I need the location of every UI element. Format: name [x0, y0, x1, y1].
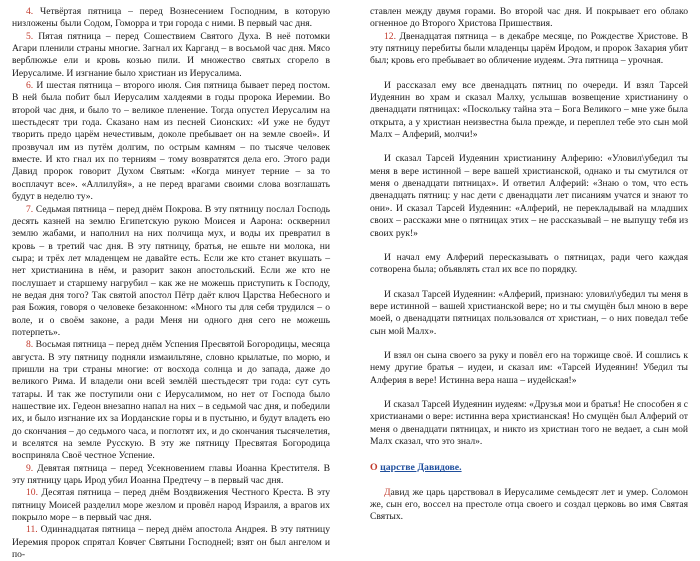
- paragraph-number: 7.: [26, 203, 34, 215]
- paragraph-gap: [370, 68, 688, 80]
- paragraph-text: И шестая пятница – второго июля. Сия пятница бывает перед постом. В ней была побит был Иерусалим халдеями в годы пророка Иеремии. Во второй час дня, и было то – великое пленение. Тогда опустел Иерусалим на шестьдесят три года. Сказано нам из песней Сионских: «И уже не будут творить предо царём нечестивым, доколе пребывает он на земле своей». И прозвучал им из путём долгим, по острым камням – по тысяче человек вместе. И кто гнал их по терниям – тому возвратятся дела его. Этого ради Давид пророк говорит Духом Святым: «Когда минует терние – за то восплачут все». «Аллилуйя», а не перед врагами своими слова возглашать будут в неделю ту».: [12, 80, 330, 203]
- paragraph-text: Двенадцатая пятница – в декабре месяце, по Рождестве Христове. В эту пятницу перебиты были младенцы царём Иродом, и пророк Захария убит был; кровь его пребывает во обличение иудеям. Эта пятница – урочная.: [370, 30, 688, 67]
- section-heading: [370, 462, 688, 474]
- paragraph-friday-12: [370, 31, 688, 68]
- left-page-column: [12, 6, 330, 561]
- paragraph-number: 4.: [26, 6, 34, 17]
- paragraph-friday-5: [12, 31, 330, 80]
- paragraph-gap: [370, 141, 688, 153]
- paragraph-story-6: И сказал Тарсей Иудеянин иудеям: «Друзья мои и братья! Не способен я с христианами о вере: истинна вера христианская! Но смущён был Алферий от меня о двенадцати пятницах, и никто из христиан того не ведает, а сын мой Малх сказал, что это знал».: [370, 398, 688, 447]
- paragraph-gap: [370, 338, 688, 350]
- paragraph-friday-11: [12, 524, 330, 561]
- paragraph-number: 12.: [384, 30, 396, 42]
- paragraph-text: Девятая пятница – перед Усекновением главы Иоанна Крестителя. В эту пятницу царь Ирод убил Иоанна Предтечу – в первый час дня.: [12, 462, 330, 487]
- paragraph-friday-4: [12, 6, 330, 31]
- paragraph-friday-10: [12, 487, 330, 524]
- paragraph-story-4: И сказал Тарсей Иудеянин: «Алферий, признаю: уловил\убедил ты меня в вере истинной – вашей христианской вере; но и ты смущён был мною в вере моей, о двенадцати пятницах пользовался от христиан, – о них поведал тебе сын мой Малх».: [370, 288, 688, 337]
- paragraph-friday-6: [12, 80, 330, 203]
- paragraph-number: 6.: [26, 80, 34, 92]
- paragraph-story-2: И сказал Тарсей Иудеянин христианину Алферию: «Уловил\убедил ты меня в вере истинной – вере вашей христианской, однако и ты смутился от меня о двенадцати пятницах». И ответил Алферий: «Знаю о том, что есть двенадцать пятниц: у нас дети с двенадцати лет писаниям учатся и знают то они». И сказал Тарсей Иудеянин: «Алферий, не перекладывай на младших своих – расскажи мне о пятницах этих – не рассказывай – не выпущу тебя из своих рук!»: [370, 153, 688, 239]
- paragraph-story-3: И начал ему Алферий пересказывать о пятницах, ради чего каждая сотворена была; объявлять стал их все по порядку.: [370, 251, 688, 276]
- paragraph-number: 11.: [26, 524, 38, 536]
- right-page-column: [370, 6, 688, 524]
- paragraph-number: 5.: [26, 30, 34, 42]
- paragraph-text: Седьмая пятница – перед днём Покрова. В эту пятницу послал Господь десять казней на землю Египетскую рукою Моисея и Аарона: осквернил землю жабами, и наполнил на них полчища мух, и воды их превратил в кровь – в третий час дня. В эту пятницу, братья, не ешьте ни молока, ни сыра; и трёх лет младенцем не давайте есть. Если же кто станет вкушать – нет христианина в нём, и разорит закон апостольский. Если же кто не послушает и старшему нагрубил – как же не можешь приступить к Господу, не ведая дня того? Так святой апостол Пётр даёт ключ Царства Небесного и рая Божия, говоря о человеке безаконном: «Много ты для себя трудился – о воле, и о своём законе, а ради Меня ни одного дня сего не можешь потерпеть».: [12, 203, 330, 338]
- paragraph-number: 9.: [26, 462, 34, 474]
- drop-cap: Д: [384, 486, 391, 498]
- paragraph-friday-9: [12, 463, 330, 488]
- paragraph-text: Восьмая пятница – перед днём Успения Пресвятой Богородицы, месяца августа. В эту пятницу подняли измаильтяне, словно крылатые, по морю, и пришли на три страны многие: от восхода солнца и до запада, даже до великого Рима. И владели они всей землёй шестьдесят три года: сут суть татары. И так же поступили они с Иерусалимом, но нет от Господа было нашествие их. Гедеон внезапно напал на них – в седьмой час дня, и победили их, и было изгнание их за Иорданские горы и в пустыню, и будут владеть ею до скончания – до седьмого часа, и поглотят их, и до скончания тысячелетия, и вселятся на земле Русскую. В эту же пятницу Пресвятая Богородица восприняла Своё честное Успение.: [12, 339, 330, 462]
- paragraph-number: 10.: [26, 487, 38, 499]
- paragraph-text: авид же царь царствовал в Иерусалиме семьдесят лет и умер. Соломон же, сын его, воссел на престоле отца своего и создал церковь во имя Святая Святых.: [370, 486, 688, 523]
- paragraph-david: [370, 487, 688, 524]
- paragraph-story-1: И рассказал ему все двенадцать пятниц по очереди. И взял Тарсей Иудеянин во храм и сказал Малху, услышав возвещение христианину о двенадцати пятницах: «Поскольку тайна эта – Бога Великого – мне уже была открыта, а у христиан неизвестна была прежде, и переплел тебе это сын мой Малх – Алферий, молчи!»: [370, 79, 688, 141]
- paragraph-text: Пятая пятница – перед Сошествием Святого Духа. В неё потомки Агари пленили страны многие. Загнал их Карганд – в восьмой час дня. Мясо верблюжье ели и кровь козью пили. И множество святых сгорело в Иерусалиме. И изгнание было христиан из Иерусалима.: [12, 30, 330, 79]
- paragraph-text: Одиннадцатая пятница – перед днём апостола Андрея. В эту пятницу Иеремия пророк спрятал Ковчег Святыни Господней; взят он был ангелом и по-: [12, 524, 330, 561]
- paragraph-number: 8.: [26, 339, 34, 351]
- paragraph-gap: [370, 240, 688, 252]
- paragraph-friday-8: [12, 339, 330, 462]
- paragraph-continuation: ставлен между двумя горами. Во второй час дня. И покрывает его облако огненное до Второго Христова Пришествия.: [370, 6, 688, 30]
- paragraph-text: Четвёртая пятница – перед Вознесением Господним, в которую низложены были Содом, Гоморра и три города с ними. В первый час дня.: [12, 6, 330, 30]
- heading-link[interactable]: царстве Давидове.: [380, 462, 462, 474]
- paragraph-gap: [370, 277, 688, 289]
- paragraph-story-5: И взял он сына своего за руку и повёл его на торжище своё. И сошлись к нему другие братья – иудеи, и сказал им: «Тарсей Иудеянин! Убедил ты Алферия в вере! Истинна вера наша – иудейская!»: [370, 349, 688, 386]
- paragraph-friday-7: [12, 204, 330, 340]
- heading-initial: О: [370, 462, 378, 474]
- paragraph-text: Десятая пятница – перед днём Воздвижения Честного Креста. В эту пятницу Моисей разделил море жезлом и провёл народ Израиля, а врагов их покрыло море – в первый час дня.: [12, 487, 330, 524]
- paragraph-gap: [370, 387, 688, 399]
